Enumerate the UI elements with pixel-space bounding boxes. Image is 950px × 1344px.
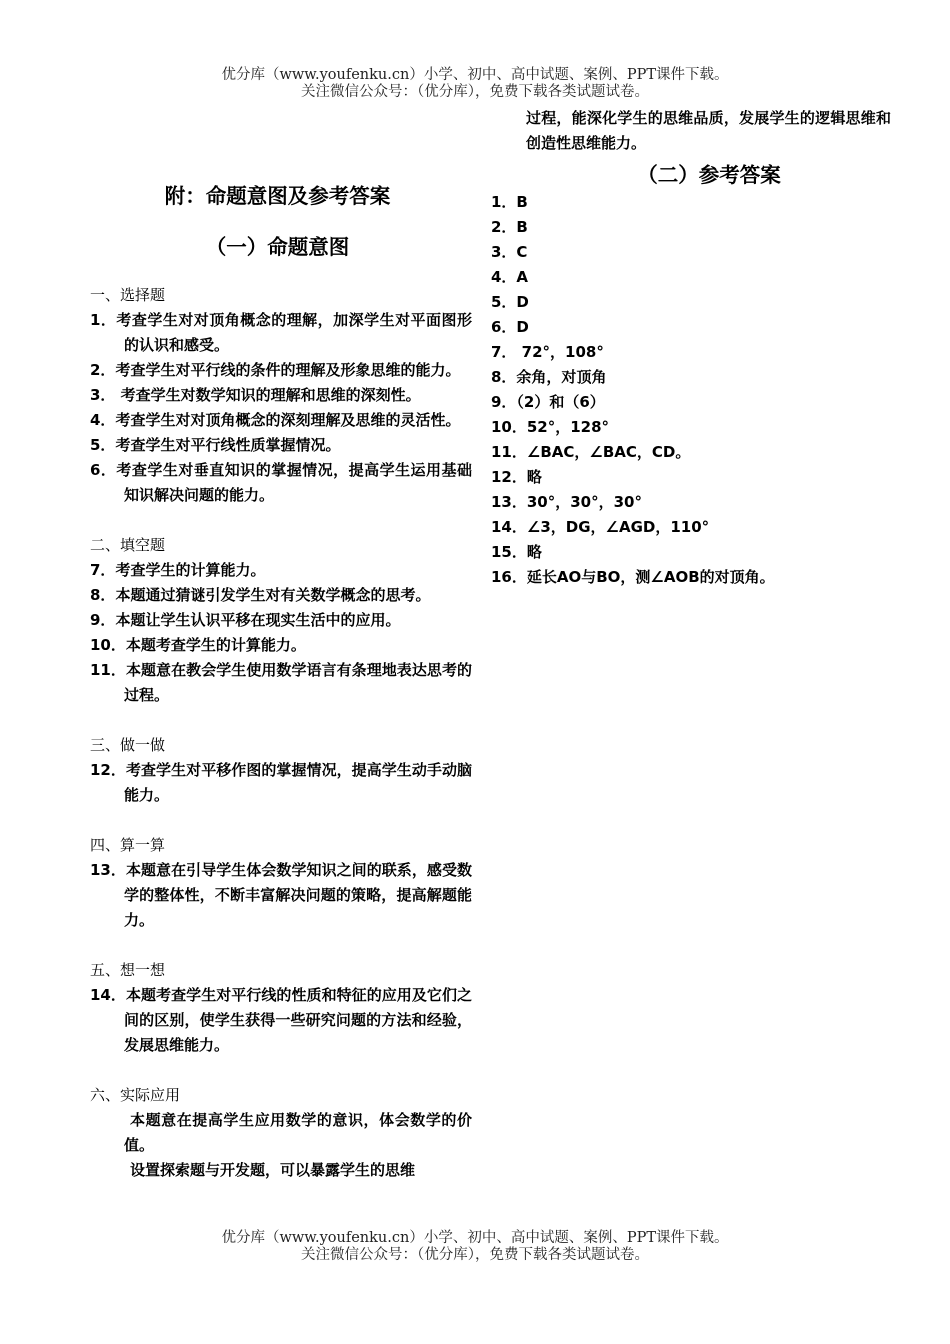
answer-item: 10．52°，128° bbox=[491, 418, 610, 436]
continued-paragraph: 过程，能深化学生的思维品质，发展学生的逻辑思维和创造性思维能力。 bbox=[526, 109, 891, 152]
list-item bbox=[90, 633, 472, 658]
paragraph: 设置探索题与开发题，可以暴露学生的思维 bbox=[130, 1161, 416, 1179]
item-text: 本题考查学生对平行线的性质和特征的应用及它们之间的区别，使学生获得一些研究问题的方法和经验，发展思维能力。 bbox=[124, 986, 472, 1054]
intent-subtitle: （一）命题意图 bbox=[205, 235, 350, 259]
right-column bbox=[491, 106, 891, 590]
paragraph: 本题意在提高学生应用数学的意识，体会数学的价值。 bbox=[124, 1111, 472, 1154]
answer-item: 15．略 bbox=[491, 543, 542, 561]
list-item bbox=[90, 858, 472, 933]
list-item bbox=[90, 558, 472, 583]
item-number: 11． bbox=[90, 661, 126, 679]
item-number: 2． bbox=[90, 361, 116, 379]
answer-item: 3．C bbox=[491, 243, 528, 261]
answer-item: 8．余角，对顶角 bbox=[491, 368, 607, 386]
list-item bbox=[90, 583, 472, 608]
footer-line-2: 关注微信公众号：（优分库），免费下载各类试题试卷。 bbox=[301, 1247, 649, 1263]
list-item bbox=[90, 408, 472, 433]
item-number: 4． bbox=[90, 411, 116, 429]
answer-item: 11．∠BAC，∠BAC，CD。 bbox=[491, 443, 691, 461]
item-text: 本题意在引导学生体会数学知识之间的联系，感受数学的整体性，不断丰富解决问题的策略，提高解题能力。 bbox=[124, 861, 472, 929]
answer-item: 5．D bbox=[491, 293, 529, 311]
item-number: 9． bbox=[90, 611, 116, 629]
list-item bbox=[90, 308, 472, 358]
list-item bbox=[90, 608, 472, 633]
item-number: 1． bbox=[90, 311, 117, 329]
answer-item: 7． 72°，108° bbox=[491, 343, 604, 361]
item-number: 8． bbox=[90, 586, 116, 604]
answer-item: 2．B bbox=[491, 218, 528, 236]
item-number: 7． bbox=[90, 561, 116, 579]
intent-sections bbox=[90, 283, 472, 1208]
item-number: 10． bbox=[90, 636, 126, 654]
section-do-it bbox=[90, 733, 472, 808]
answer-list bbox=[491, 190, 891, 590]
footer-line-1: 优分库（www.youfenku.cn）小学、初中、高中试题、案例、PPT课件下载。 bbox=[221, 1230, 729, 1246]
answer-item: 6．D bbox=[491, 318, 529, 336]
appendix-title: 附：命题意图及参考答案 bbox=[164, 184, 391, 208]
section-title: 一、选择题 bbox=[90, 286, 166, 304]
answer-item: 1．B bbox=[491, 193, 528, 211]
list-item bbox=[90, 458, 472, 508]
answer-item: 4．A bbox=[491, 268, 529, 286]
answers-title: （二）参考答案 bbox=[637, 163, 781, 187]
item-text: 本题意在教会学生使用数学语言有条理地表达思考的过程。 bbox=[124, 661, 472, 704]
item-text: 考查学生对数学知识的理解和思维的深刻性。 bbox=[115, 386, 421, 404]
section-choice bbox=[90, 283, 472, 508]
item-text: 考查学生对垂直知识的掌握情况，提高学生运用基础知识解决问题的能力。 bbox=[116, 461, 472, 504]
page-footer bbox=[0, 1230, 950, 1264]
answer-item: 13．30°，30°，30° bbox=[491, 493, 642, 511]
item-text: 考查学生的计算能力。 bbox=[115, 561, 266, 579]
section-title: 四、算一算 bbox=[90, 836, 166, 854]
item-text: 考查学生对平行线性质掌握情况。 bbox=[115, 436, 341, 454]
section-think bbox=[90, 958, 472, 1058]
section-title: 六、实际应用 bbox=[90, 1086, 181, 1104]
answer-item: 12．略 bbox=[491, 468, 542, 486]
item-text: 考查学生对对顶角概念的深刻理解及思维的灵活性。 bbox=[115, 411, 461, 429]
list-item bbox=[90, 983, 472, 1058]
item-text: 考查学生对平移作图的掌握情况，提高学生动手动脑能力。 bbox=[124, 761, 472, 804]
header-line-1: 优分库（www.youfenku.cn）小学、初中、高中试题、案例、PPT课件下载。 bbox=[221, 67, 729, 83]
section-title: 二、填空题 bbox=[90, 536, 166, 554]
list-item bbox=[90, 758, 472, 808]
list-item bbox=[90, 358, 472, 383]
answer-item: 14．∠3，DG，∠AGD，110° bbox=[491, 518, 710, 536]
item-number: 14． bbox=[90, 986, 126, 1004]
section-fill-blank bbox=[90, 533, 472, 708]
item-number: 3． bbox=[90, 386, 116, 404]
section-title: 五、想一想 bbox=[90, 961, 166, 979]
page-header bbox=[0, 67, 950, 101]
item-number: 13． bbox=[90, 861, 126, 879]
item-number: 5． bbox=[90, 436, 116, 454]
item-text: 考查学生对平行线的条件的理解及形象思维的能力。 bbox=[115, 361, 461, 379]
answer-item: 16．延长AO与BO，测∠AOB的对顶角。 bbox=[491, 568, 775, 586]
list-item bbox=[90, 383, 472, 408]
list-item bbox=[90, 433, 472, 458]
item-number: 6． bbox=[90, 461, 117, 479]
answer-item: 9．（2）和（6） bbox=[491, 393, 605, 411]
item-text: 本题让学生认识平移在现实生活中的应用。 bbox=[115, 611, 401, 629]
item-number: 12． bbox=[90, 761, 126, 779]
section-calculate bbox=[90, 833, 472, 933]
list-item bbox=[90, 658, 472, 708]
item-text: 考查学生对对顶角概念的理解，加深学生对平面图形的认识和感受。 bbox=[116, 311, 472, 354]
item-text: 本题通过猜谜引发学生对有关数学概念的思考。 bbox=[115, 586, 431, 604]
item-text: 本题考查学生的计算能力。 bbox=[125, 636, 306, 654]
section-title: 三、做一做 bbox=[90, 736, 166, 754]
header-line-2: 关注微信公众号：（优分库），免费下载各类试题试卷。 bbox=[301, 84, 649, 100]
section-application bbox=[90, 1083, 472, 1183]
